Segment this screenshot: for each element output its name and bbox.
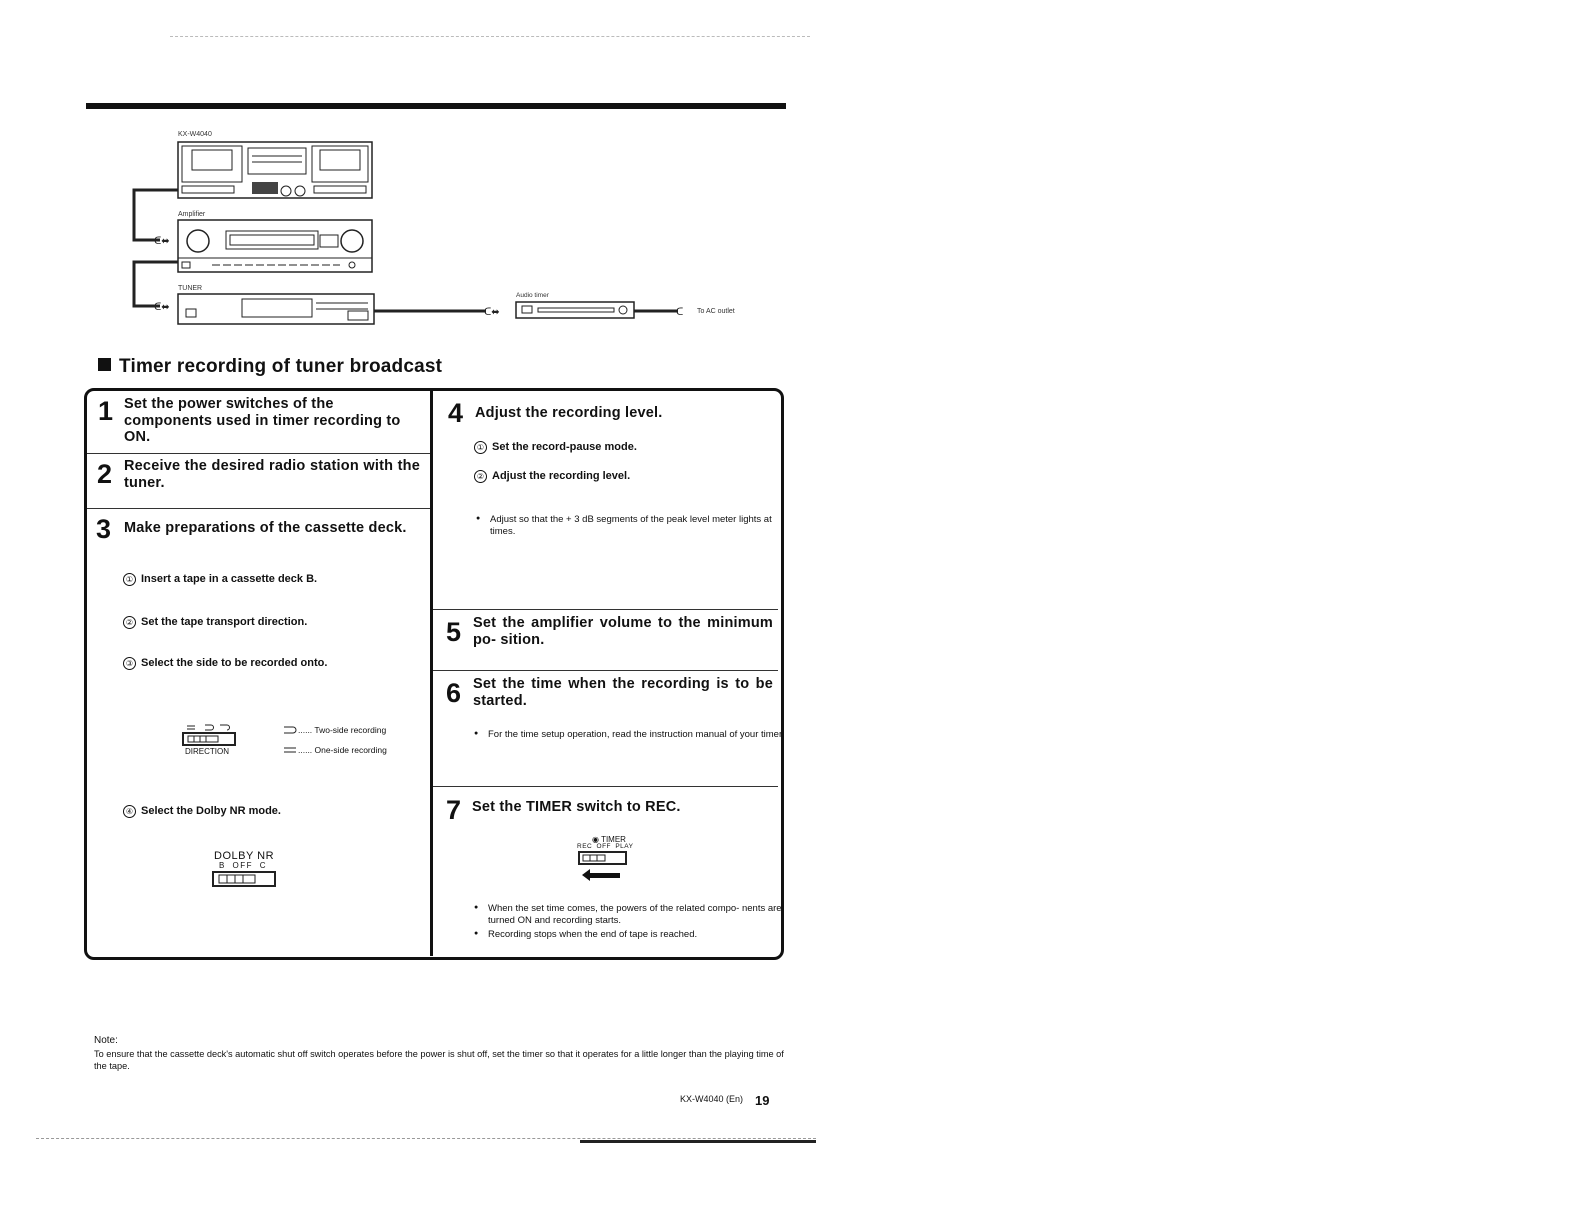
step-2-number: 2 [97, 459, 113, 489]
connection-diagram [120, 128, 760, 338]
two-side-icon [283, 726, 297, 734]
step-6-number: 6 [446, 678, 462, 708]
step-4-sub-1: ① Set the record-pause mode. [474, 441, 637, 454]
ac-outlet-label: To AC outlet [697, 308, 735, 315]
dolby-nr-switch-icon [211, 870, 277, 888]
section-title: Timer recording of tuner broadcast [98, 356, 442, 378]
step-3-sub-1: ① Insert a tape in a cassette deck B. [123, 573, 317, 586]
step-7-bullet-1: ● When the set time comes, the powers of the related compo- nents are turned ON and recording starts. [474, 903, 788, 928]
step-3-text: Make preparations of the cassette deck. [124, 520, 407, 536]
divider-4-5 [433, 609, 778, 610]
cassette-deck-drawing [178, 142, 372, 198]
svg-text:ᑕ: ᑕ [676, 307, 684, 318]
direction-label: DIRECTION [185, 747, 229, 756]
diagram-drawing [120, 128, 760, 338]
direction-switch-icon [180, 722, 240, 748]
step-6-bullet: ● For the time setup operation, read the instruction manual of your timer. [474, 729, 788, 741]
svg-text:ᑕ⬌: ᑕ⬌ [154, 236, 170, 247]
step-2-text: Receive the desired radio station with the tuner. [124, 458, 420, 491]
timer-switch-title: ◉ TIMER [592, 835, 626, 844]
divider-2-3 [87, 508, 430, 509]
scan-artifact-top [170, 36, 810, 38]
tuner-drawing [178, 285, 374, 324]
two-side-text: ...... Two-side recording [298, 725, 387, 735]
timer-label: Audio timer [516, 292, 549, 299]
left-arrow-icon [582, 869, 620, 881]
header-rule [86, 103, 786, 109]
divider-1-2 [87, 453, 430, 454]
step-6-text: Set the time when the recording is to be started. [473, 676, 773, 709]
svg-text:ᑕ⬌: ᑕ⬌ [484, 307, 500, 318]
footer-model: KX-W4040 (En) [680, 1094, 744, 1104]
divider-5-6 [433, 670, 778, 671]
timer-switch-positions: REC OFF PLAY [577, 843, 634, 850]
dolby-nr-title: DOLBY NR [214, 850, 275, 862]
step-3-sub-2: ② Set the tape transport direction. [123, 616, 307, 629]
step-3-sub-3: ③ Select the side to be recorded onto. [123, 657, 327, 670]
step-4-number: 4 [448, 398, 464, 428]
tuner-label: TUNER [178, 285, 203, 292]
scan-artifact-bottom-bar [580, 1140, 816, 1143]
amplifier-label: Amplifier [178, 211, 206, 218]
deck-label: KX-W4040 [178, 131, 212, 138]
step-4-text: Adjust the recording level. [475, 405, 663, 421]
step-3-sub-4: ④ Select the Dolby NR mode. [123, 805, 281, 818]
timer-switch-icon [578, 851, 628, 883]
dolby-nr-positions: B OFF C [219, 861, 268, 870]
note-label: Note: [94, 1035, 118, 1046]
step-3-number: 3 [96, 514, 112, 544]
step-7-number: 7 [446, 795, 462, 825]
step-5-text: Set the amplifier volume to the minimum po- sition. [473, 615, 773, 648]
page-number: 19 [755, 1093, 770, 1108]
step-1-text: Set the power switches of the components used in timer recording to ON. [124, 396, 401, 446]
svg-text:ᑕ⬌: ᑕ⬌ [154, 302, 170, 313]
step-5-number: 5 [446, 617, 462, 647]
step-7-text: Set the TIMER switch to REC. [472, 799, 681, 815]
step-7-bullet-2: ● Recording stops when the end of tape is reached. [474, 929, 788, 941]
one-side-icon [283, 746, 297, 754]
divider-6-7 [433, 786, 778, 787]
amplifier-drawing [178, 211, 372, 272]
column-divider [430, 388, 433, 956]
step-4-sub-2: ② Adjust the recording level. [474, 470, 630, 483]
audio-timer-drawing [516, 292, 634, 318]
step-1-number: 1 [98, 396, 114, 426]
square-bullet-icon [98, 358, 111, 371]
note-text: To ensure that the cassette deck's automatic shut off switch operates before the power is shut off, set the timer so that it operates for a little longer than the playing time of the tape. [94, 1049, 784, 1071]
one-side-text: ...... One-side recording [298, 745, 387, 755]
step-4-bullet: ● Adjust so that the + 3 dB segments of the peak level meter lights at times. [476, 514, 790, 539]
